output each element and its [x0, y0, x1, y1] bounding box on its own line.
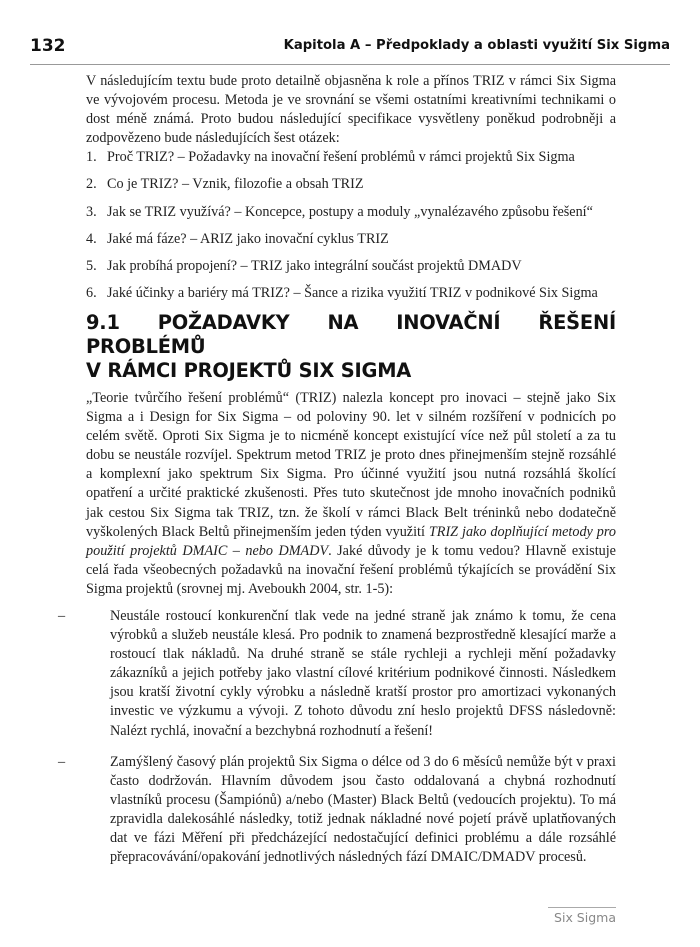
section-heading-line1: 9.1 POŽADAVKY NA INOVAČNÍ ŘEŠENÍ PROBLÉMŮ	[86, 310, 616, 358]
dash-bullet: –	[58, 753, 66, 770]
list-text: Co je TRIZ? – Vznik, filozofie a obsah TRIZ	[107, 176, 364, 193]
list-text: Zamýšlený časový plán projektů Six Sigma o délce od 3 do 6 měsíců nemůže být v praxi často dodržován. Hlavním důvodem jsou často oddalovaná a chybná rozhodnutí vlastníků procesu (Šampiónů) a/nebo (Master) Black Beltů (vedoucích projektu). To má zpravidla dalekosáhlé následky, totiž jednak nákladné nové pojetí právě uplatňovaných dat ve fázi Měření při předcházející nedostačující definici problému a dále rozsáhlé přepracovávání/opakování jednotlivých následných fází DMAIC/DMADV procesů.	[110, 753, 616, 866]
list-number: 6.	[86, 284, 97, 301]
section-paragraph	[86, 389, 616, 599]
list-number: 5.	[86, 257, 97, 274]
list-item	[86, 257, 616, 276]
footer-book-title: Six Sigma	[554, 910, 616, 925]
list-text: Proč TRIZ? – Požadavky na inovační řešení problémů v rámci projektů Six Sigma	[107, 149, 575, 166]
list-item	[86, 284, 616, 303]
section-paragraph-italic: TRIZ jako doplňující metody pro použití projektů DMAIC – nebo DMADV	[86, 523, 616, 559]
list-text: Jak se TRIZ využívá? – Koncepce, postupy a moduly „vynalézavého způsobu řešení“	[107, 203, 593, 220]
section-heading	[86, 311, 616, 383]
list-text: Jaké má fáze? – ARIZ jako inovační cyklus TRIZ	[107, 230, 389, 247]
footer-divider	[548, 907, 616, 908]
list-number: 3.	[86, 203, 97, 220]
page-header	[30, 36, 670, 60]
section-paragraph-end: . Jaké důvody je k tomu vedou? Hlavně existuje celá řada všeobecných požadavků na inovační řešení problémů týkajících se provádění Six Sigma projektů (srovnej mj. Aveboukh 2004, str. 1-5):	[86, 542, 616, 597]
list-item	[86, 148, 616, 167]
section-heading-line2: V RÁMCI PROJEKTŮ SIX SIGMA	[86, 358, 412, 382]
list-number: 1.	[86, 149, 97, 166]
list-text: Jak probíhá propojení? – TRIZ jako integrální součást projektů DMADV	[107, 257, 522, 274]
list-item	[86, 175, 616, 194]
list-item	[58, 607, 616, 741]
header-divider	[30, 64, 670, 65]
page-body	[58, 72, 616, 879]
running-title: Kapitola A – Předpoklady a oblasti využití Six Sigma	[283, 38, 670, 53]
dash-bullet: –	[58, 607, 66, 624]
list-text: Jaké účinky a bariéry má TRIZ? – Šance a rizika využití TRIZ v podnikové Six Sigma	[107, 284, 598, 301]
intro-paragraph: V následujícím textu bude proto detailně objasněna k role a přínos TRIZ v rámci Six Sigma ve vývojovém procesu. Metoda je ve srovnání se všemi ostatními kreativními technikami o dost méně známá. Proto budou následující specifikace vysvětleny poněkud podrobněji a zodpovězeno bude následujících šest otázek:	[86, 73, 616, 147]
list-item	[86, 203, 616, 222]
section-paragraph-start: „Teorie tvůrčího řešení problémů“ (TRIZ) nalezla koncept pro inovaci – stejně jako Six Sigma a i Design for Six Sigma – od poloviny 90. let v silném rozšíření v podnicích po celém světě. Oproti Six Sigma je to nicméně koncept existující více než půl století a za tu dobu se neustále rozvíjel. Spektrum metod TRIZ je proto dnes přinejmenším stejně rozsáhlé a komplexní jako spektrum Six Sigma. Pro účinné využití jsou nutná rozsáhlá školící opatření a určité praktické zkušenosti. Přes tuto skutečnost jde mnoho inovačních podniků jak cestou Six Sigma tak TRIZ, tzn. že školí v rámci Black Belt tréninků nebo dodatečně vyškolených Black Beltů přinejmenším jeden týden využití	[86, 389, 616, 540]
list-item	[58, 753, 616, 868]
list-number: 2.	[86, 176, 97, 193]
requirements-list	[58, 607, 616, 867]
question-list	[86, 148, 616, 303]
list-text: Neustále rostoucí konkurenční tlak vede na jedné straně jak známo k tomu, že cena výrobků a služeb neustále klesá. Pro podnik to znamená bezprostředně klesající marže a rostoucí tlak nákladů. Na druhé straně se stále rychleji a rychleji mění požadavky zákazníků a jejich potřeby jako vlastní cílové kritérium podnikové činnosti. Následkem jsou kratší životní cykly výrobku a následně kratší prostor pro amortizaci vykonaných investic ve výzkumu a vývoji. Z tohoto důvodu zní heslo projektů DFSS následovně: Nalézt rychlá, inovační a bezchybná rozhodnutí a řešení!	[110, 607, 616, 739]
list-item	[86, 230, 616, 249]
page-number: 132	[30, 36, 66, 56]
list-number: 4.	[86, 230, 97, 247]
